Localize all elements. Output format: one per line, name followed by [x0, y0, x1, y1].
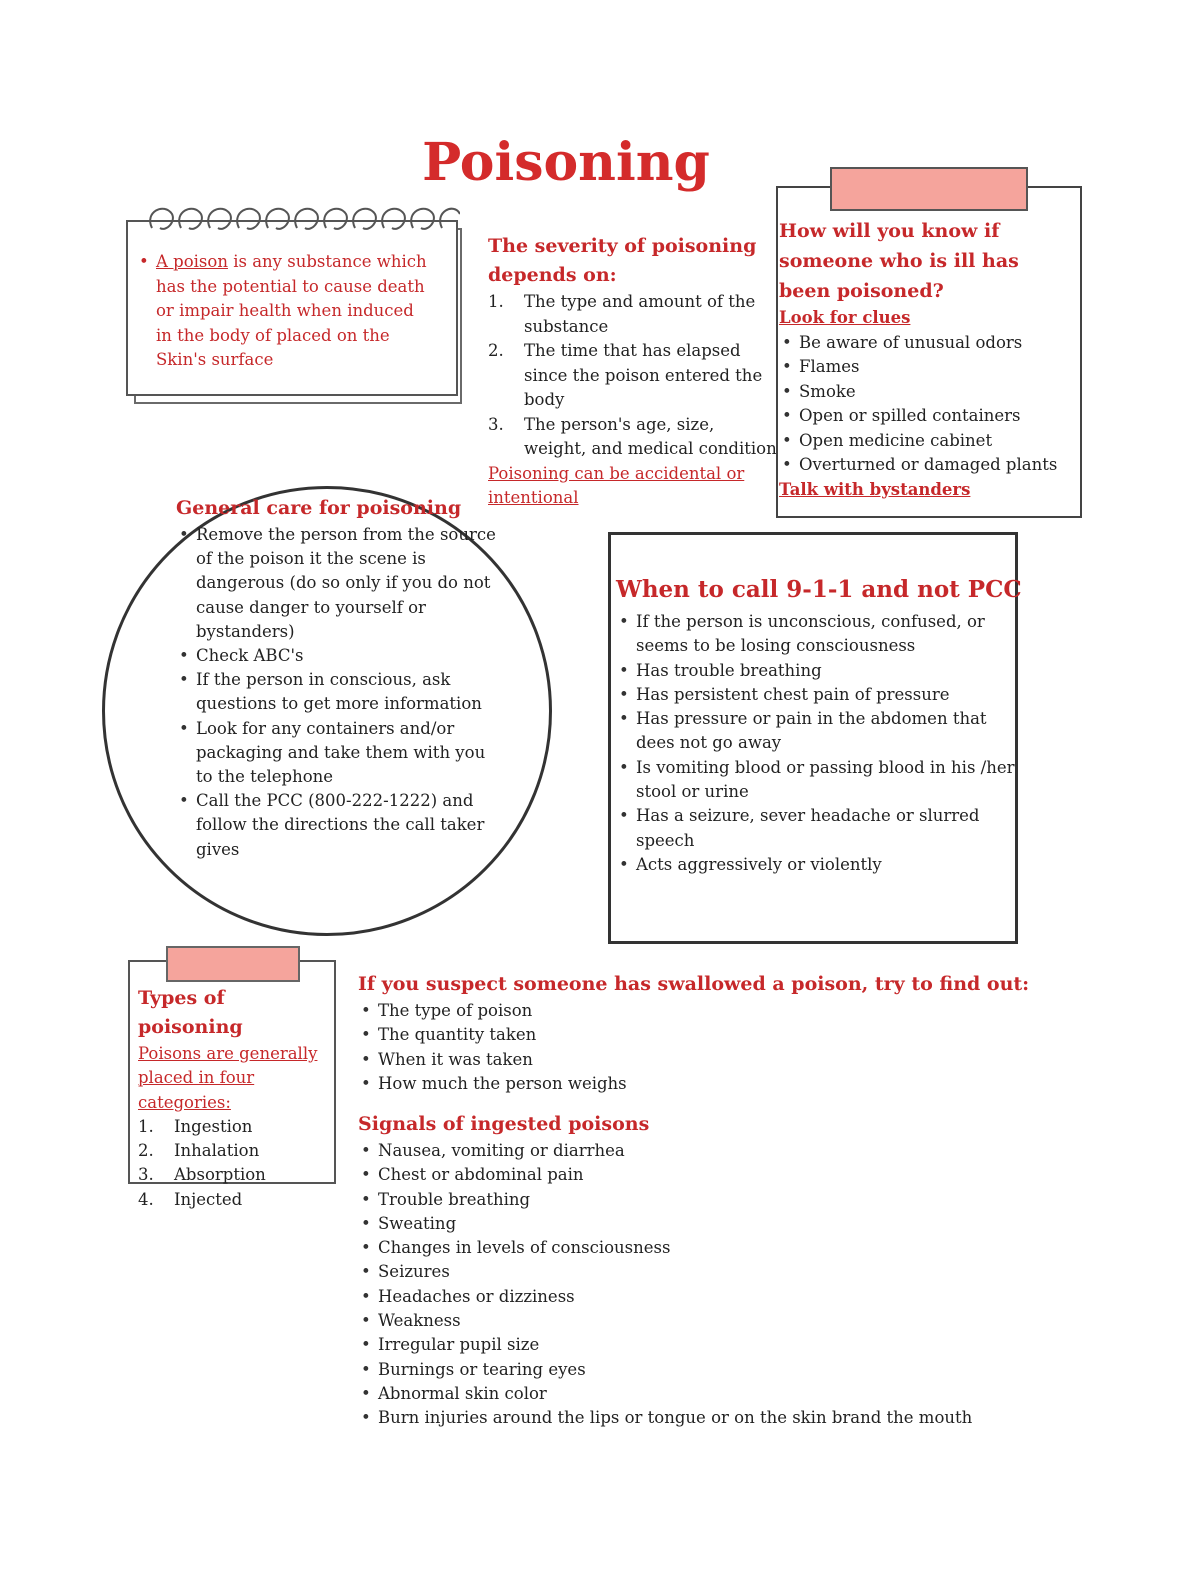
- list-item: [138, 1188, 334, 1212]
- item-number: 1.: [138, 1116, 154, 1136]
- list-item: • Sweating: [358, 1212, 1158, 1236]
- item-text: Inhalation: [174, 1141, 260, 1161]
- item-number: 3.: [488, 414, 504, 434]
- list-item: • Smoke: [779, 380, 1069, 405]
- list-item: • Remove the person from the source of the poison it the scene is dangerous (do so only if you do not cause danger to yourself or bystanders): [176, 523, 496, 644]
- item-text: The person's age, size, weight, and medical condition: [524, 414, 777, 458]
- list-item: • Changes in levels of consciousness: [358, 1236, 1158, 1260]
- item-number: 1.: [488, 292, 504, 311]
- suspect-section: [358, 970, 1158, 1096]
- types-heading: Types of poisoning: [138, 987, 243, 1038]
- list-item: • Seizures: [358, 1260, 1158, 1284]
- definition-text: is any substance which has the potential to cause death or impair health when induced in the body of placed on the Skin's surface: [156, 252, 427, 369]
- item-number: 2.: [138, 1141, 154, 1161]
- suspect-heading: If you suspect someone has swallowed a poison, try to find out:: [358, 973, 1030, 995]
- list-item: [138, 1115, 334, 1139]
- list-item: [136, 250, 432, 373]
- list-item: • The quantity taken: [358, 1023, 1158, 1047]
- clues-subheading: Look for clues: [779, 308, 911, 327]
- poison-definition: [136, 250, 432, 373]
- clues-heading: How will you know if someone who is ill has been poisoned?: [779, 220, 1019, 302]
- list-item: • Has persistent chest pain of pressure: [616, 683, 1016, 707]
- item-number: 4.: [138, 1189, 154, 1209]
- signals-heading: Signals of ingested poisons: [358, 1113, 650, 1135]
- list-item: • Open or spilled containers: [779, 404, 1069, 429]
- severity-note: Poisoning can be accidental or intentional: [488, 463, 745, 507]
- list-item: • If the person in conscious, ask questions to get more information: [176, 668, 496, 716]
- types-section: [138, 984, 334, 1212]
- list-item: • Headaches or dizziness: [358, 1285, 1158, 1309]
- item-text: Injected: [174, 1189, 243, 1209]
- general-care-heading: General care for poisoning: [176, 497, 462, 519]
- list-item: • Be aware of unusual odors: [779, 331, 1069, 356]
- list-item: • If the person is unconscious, confused, or seems to be losing consciousness: [616, 610, 1016, 659]
- list-item: • Has pressure or pain in the abdomen that dees not go away: [616, 707, 1016, 756]
- list-item: • The type of poison: [358, 999, 1158, 1023]
- list-item: [138, 1163, 334, 1187]
- list-item: [138, 1139, 334, 1163]
- list-item: • Abnormal skin color: [358, 1382, 1158, 1406]
- list-item: • Flames: [779, 355, 1069, 380]
- signals-section: [358, 1110, 1158, 1431]
- types-subheading: Poisons are generally placed in four categories:: [138, 1044, 318, 1112]
- list-item: • How much the person weighs: [358, 1072, 1158, 1096]
- severity-heading: The severity of poisoning depends on:: [488, 235, 757, 286]
- list-item: [488, 339, 778, 413]
- list-item: • Check ABC's: [176, 644, 496, 668]
- list-item: • Has trouble breathing: [616, 659, 1016, 683]
- call-911-heading: When to call 9-1-1 and not PCC: [616, 576, 1022, 603]
- general-care-section: [176, 494, 496, 862]
- list-item: • Weakness: [358, 1309, 1158, 1333]
- list-item: • When it was taken: [358, 1048, 1158, 1072]
- tape-decoration: [830, 167, 1028, 211]
- page-title: Poisoning: [422, 132, 710, 193]
- item-text: The time that has elapsed since the poison entered the body: [524, 341, 763, 409]
- list-item: • Acts aggressively or violently: [616, 853, 1016, 877]
- list-item: • Nausea, vomiting or diarrhea: [358, 1139, 1158, 1163]
- definition-term: A poison: [156, 252, 228, 271]
- list-item: [488, 413, 778, 462]
- spiral-rings-icon: [142, 198, 460, 248]
- list-item: • Burn injuries around the lips or tongue or on the skin brand the mouth: [358, 1406, 1158, 1430]
- severity-section: [488, 232, 778, 511]
- list-item: • Is vomiting blood or passing blood in his /her stool or urine: [616, 756, 1016, 805]
- list-item: • Has a seizure, sever headache or slurred speech: [616, 804, 1016, 853]
- list-item: • Open medicine cabinet: [779, 429, 1069, 454]
- list-item: • Chest or abdominal pain: [358, 1163, 1158, 1187]
- clues-footer: Talk with bystanders: [779, 479, 971, 499]
- list-item: • Irregular pupil size: [358, 1333, 1158, 1357]
- item-number: 3.: [138, 1165, 154, 1185]
- tape-decoration: [166, 946, 300, 982]
- item-number: 2.: [488, 341, 504, 360]
- list-item: • Call the PCC (800-222-1222) and follow the directions the call taker gives: [176, 789, 496, 862]
- item-text: Absorption: [174, 1165, 266, 1185]
- list-item: • Burnings or tearing eyes: [358, 1358, 1158, 1382]
- item-text: The type and amount of the substance: [524, 292, 756, 336]
- list-item: [488, 290, 778, 339]
- clues-section: [779, 216, 1069, 502]
- list-item: • Overturned or damaged plants: [779, 453, 1069, 478]
- list-item: • Look for any containers and/or packaging and take them with you to the telephone: [176, 717, 496, 790]
- list-item: • Trouble breathing: [358, 1188, 1158, 1212]
- call-911-section: [616, 572, 1022, 877]
- item-text: Ingestion: [174, 1116, 253, 1136]
